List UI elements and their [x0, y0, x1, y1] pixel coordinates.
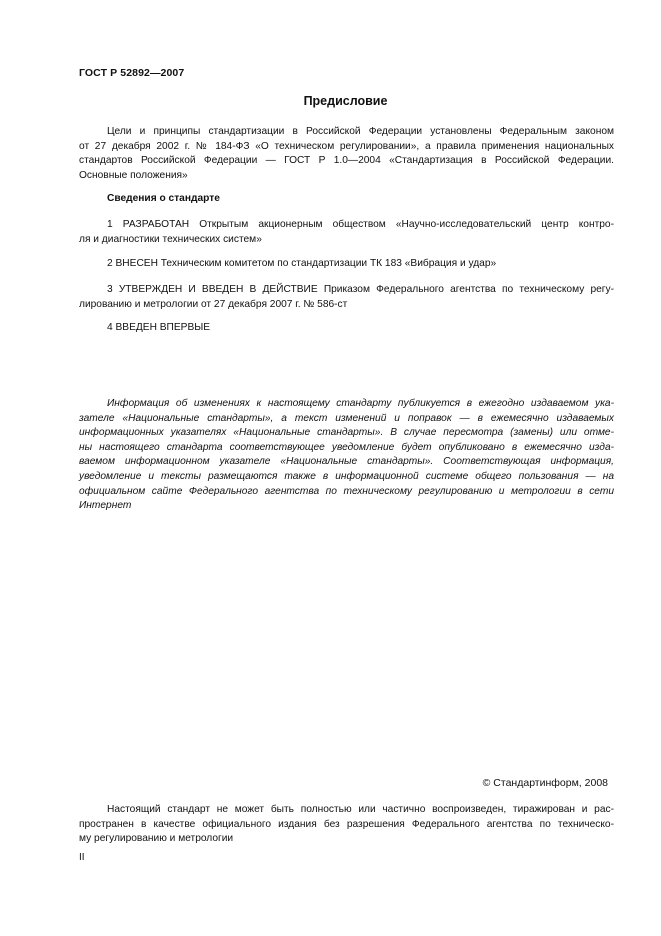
info-notice — [79, 397, 614, 514]
notice-line: Интернет — [79, 500, 132, 512]
notice-line: зателе «Национальные стандарты», а текст изменений и поправок — в ежемесячно издаваемых — [79, 412, 614, 424]
page-title: Предисловие — [303, 94, 388, 108]
intro-line: стандартов Российской Федерации — ГОСТ Р 1.0—2004 «Стандартизация в Российской Федерации. — [79, 155, 614, 167]
info-heading: Сведения о стандарте — [107, 193, 220, 204]
copyright-notice: © Стандартинформ, 2008 — [482, 777, 608, 789]
item-line: лированию и метрологии от 27 декабря 2007 г. № 586-ст — [79, 298, 348, 310]
rights-line: пространен в качестве официального издания без разрешения Федерального агентства по техническо- — [79, 818, 614, 830]
notice-line: ны настоящего стандарта соответствующее уведомление будет опубликовано в ежемесячно изда- — [79, 441, 614, 453]
intro-paragraph — [79, 125, 614, 183]
rights-line: Настоящий стандарт не может быть полностью или частично воспроизведен, тиражирован и рас- — [107, 804, 614, 815]
item-line: 1 РАЗРАБОТАН Открытым акционерным обществом «Научно-исследовательский центр контро- — [107, 219, 614, 230]
rights-line: му регулированию и метрологии — [79, 833, 234, 845]
notice-line: информационных указателях «Национальные стандарты». В случае пересмотра (замены) или отме- — [79, 427, 614, 439]
item-introduced — [79, 321, 614, 336]
rights-paragraph — [79, 803, 614, 847]
notice-line: официальном сайте Федерального агентства по техническому регулированию и метрологии в сети — [79, 485, 614, 497]
document-number: ГОСТ Р 52892—2007 — [79, 67, 185, 79]
item-line: 3 УТВЕРЖДЕН И ВВЕДЕН В ДЕЙСТВИЕ Приказом Федерального агентства по техническому регу- — [107, 284, 614, 295]
notice-line: ваемом информационном указателе «Национальные стандарты». Соответствующая информация, — [79, 456, 614, 468]
item-line: 4 ВВЕДЕН ВПЕРВЫЕ — [107, 322, 211, 333]
item-submitted — [79, 257, 614, 272]
intro-line: Цели и принципы стандартизации в Российской Федерации установлены Федеральным законом — [107, 126, 614, 137]
item-approved — [79, 283, 614, 312]
notice-line: уведомление и тексты размещаются также в информационной системе общего пользования — на — [79, 470, 614, 482]
item-line: ля и диагностики технических систем» — [79, 233, 262, 245]
intro-line: Основные положения» — [79, 169, 188, 181]
item-developed — [79, 218, 614, 247]
notice-line: Информация об изменениях к настоящему стандарту публикуется в ежегодно издаваемом ука- — [107, 398, 614, 409]
page-number: II — [79, 852, 85, 863]
intro-line: от 27 декабря 2002 г. № 184-ФЗ «О техническом регулировании», а правила применения национальных — [79, 140, 614, 152]
item-line: 2 ВНЕСЕН Техническим комитетом по стандартизации ТК 183 «Вибрация и удар» — [107, 258, 497, 269]
